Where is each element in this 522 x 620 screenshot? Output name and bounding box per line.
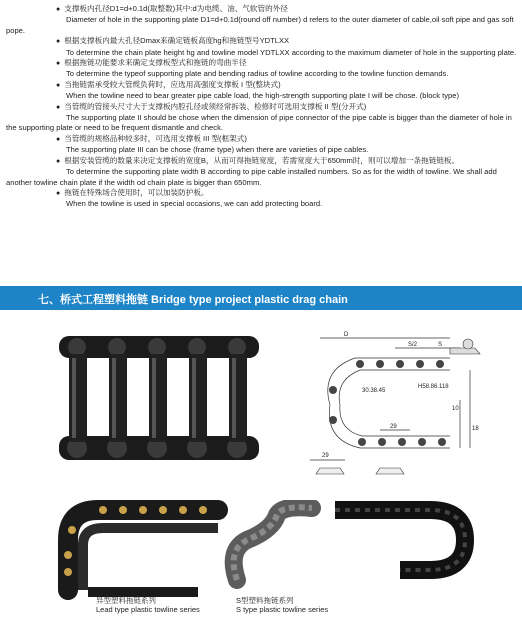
bullet-dot-icon: ● [56, 103, 61, 111]
bridge-chain-photo [55, 326, 265, 476]
bullet-zh: 支撑板内孔径D1=d+0.1d(取整数)其中:d为电缆、油、气软管的外径 [64, 4, 288, 13]
hole-size-label: 30.38.45 [362, 388, 386, 394]
section-title: 七、桥式工程塑料拖链 Bridge type project plastic drag chain [38, 294, 348, 306]
bullet-zh: 根据拖链功能要求来确定支撑板型式和拖链的弯曲半径 [64, 58, 247, 68]
bullet-en: When the towline is used in special occasions, we can add protecting board. [66, 199, 323, 209]
bullet-en: To determine the chain plate height hg and towline model YDTLXX according to the maximum diameter of hole in the supporting plate. [66, 47, 517, 57]
dim-s-label: S [438, 342, 443, 348]
bullet-1 [6, 4, 518, 36]
s-type-caption [236, 596, 328, 614]
height-size-label: H58.86.118 [418, 384, 449, 390]
bullet-6 [6, 134, 518, 156]
bullet-dot-icon: ● [56, 6, 61, 13]
lead-type-chain-photo [48, 500, 228, 600]
dim-s2-label: S/2 [408, 342, 418, 348]
bullet-zh: 根据支撑板内最大孔径Dmax来确定链板高度hg和拖链型号YDTLXX [64, 36, 290, 46]
bullet-dot-icon: ● [56, 189, 61, 197]
bullet-zh: 当管缆的规格品种较多时，可选用支撑板 III 型(框架式) [64, 133, 247, 143]
bullet-2 [6, 36, 518, 58]
dim-d-label: D [344, 332, 349, 338]
bullet-en: When the towline need to bear greater pipe cable load, the high-strength supporting plate I will be chose. (block type) [66, 91, 460, 101]
s-caption-zh: S型塑料拖链系列 [236, 596, 294, 605]
s-caption-en: S type plastic towline series [236, 605, 329, 614]
s-type-chain-grey-photo [222, 500, 327, 595]
bullet-8 [6, 188, 518, 210]
bullet-4 [6, 80, 518, 102]
bullet-dot-icon: ● [56, 157, 61, 165]
bullet-5 [6, 102, 518, 134]
lead-caption-en: Lead type plastic towline series [96, 605, 200, 614]
bullet-en: The supporting plate III can be chose (frame type) when there are varieties of pipe cables. [66, 145, 369, 155]
bullet-en: Diameter of hole in the supporting plate D1=d+0.1d(round off number) d refers to the outer diameter of cable,oil soft pipe and gas soft pope. [6, 15, 514, 35]
bullet-dot-icon: ● [56, 81, 61, 89]
bullet-zh: 根据安装管缆的数量来决定支撑板的宽度B，从而可得拖链宽度，若需宽度大于650mm时，则可以增加一条拖链链板。 [64, 155, 460, 165]
dim-10-label: 10 [452, 406, 459, 412]
bullet-en: The supporting plate II should be chose when the dimension of pipe connector of the pipe cable is bigger than the diameter of hole in the supporting plate or need to be frequent dismantle and check. [6, 113, 512, 133]
bullet-zh: 当管缆的管接头尺寸大于支撑板内腔孔径或须经常拆装、检修时可选用支撑板 II 型(分开式) [64, 101, 367, 111]
chain-dimension-diagram [300, 330, 500, 480]
bullet-7 [6, 156, 518, 188]
dim-29-label: 29 [322, 453, 329, 459]
dim-18-label: 18 [472, 426, 479, 432]
s-type-chain-black-photo [330, 500, 480, 590]
dim-29b-label: 29 [390, 424, 397, 430]
lead-type-caption [96, 596, 200, 614]
bullet-3 [6, 58, 518, 80]
instructions-text [6, 4, 518, 210]
bullet-dot-icon: ● [56, 135, 61, 143]
bullet-en: To determine the typeof supporting plate and bending radius of towline according to the towline function demands. [66, 69, 449, 79]
bullet-dot-icon: ● [56, 38, 61, 46]
lead-caption-zh: 异型塑料拖链系列 [96, 596, 156, 605]
bullet-zh: 当拖链需承受较大管缆负荷时，应选用高强度支撑板 I 型(整块式) [64, 79, 281, 89]
bullet-en: To determine the supporting plate width B according to pipe cable installed numbers. So as for the width of towline. We shall add another towline chain plate if the width od chain plate is bigger than 650mm. [6, 167, 497, 187]
bullet-zh: 拖链在特殊场合使用时，可以加装防护板。 [64, 187, 209, 197]
section-banner [0, 286, 522, 310]
bullet-dot-icon: ● [56, 60, 61, 68]
